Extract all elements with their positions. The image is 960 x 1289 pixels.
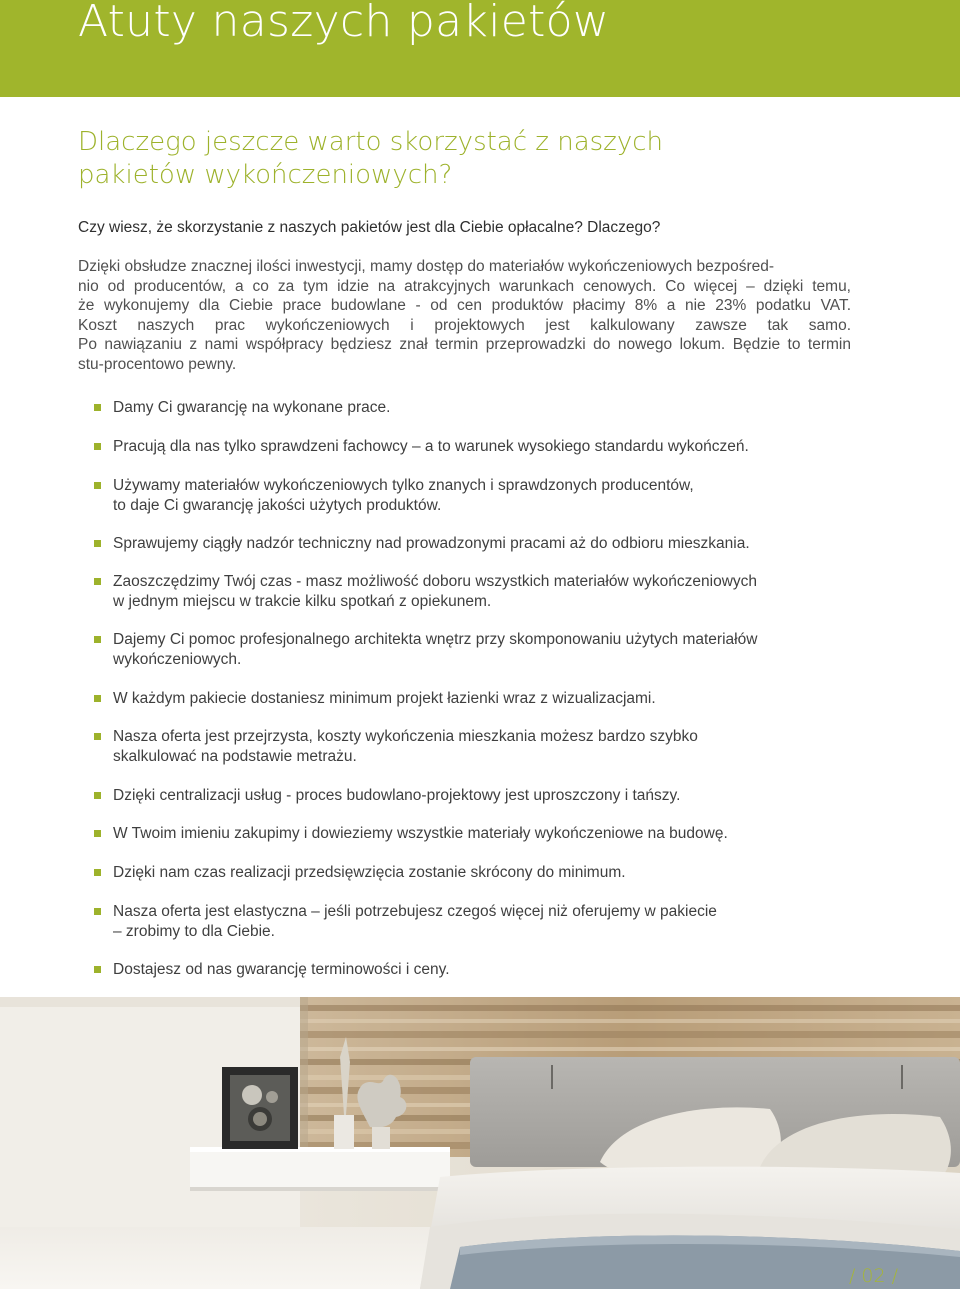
benefit-item: Sprawujemy ciągły nadzór techniczny nad prowadzonymi pracami aż do odbioru mieszkania. <box>94 534 874 554</box>
benefit-item: W każdym pakiecie dostaniesz minimum projekt łazienki wraz z wizualizacjami. <box>94 689 874 709</box>
benefit-item: Dajemy Ci pomoc profesjonalnego architekta wnętrz przy skomponowaniu użytych materiałów wykończeniowych. <box>94 630 874 669</box>
benefit-item: Dzięki nam czas realizacji przedsięwzięcia zostanie skrócony do minimum. <box>94 863 874 883</box>
section-subtitle: Dlaczego jeszcze warto skorzystać z naszych pakietów wykończeniowych? <box>78 127 663 190</box>
bullet-square-icon <box>94 404 101 411</box>
bullet-square-icon <box>94 908 101 915</box>
bullet-square-icon <box>94 830 101 837</box>
bullet-square-icon <box>94 695 101 702</box>
benefit-item: Zaoszczędzimy Twój czas - masz możliwość doboru wszystkich materiałów wykończeniowych w jednym miejscu w trakcie kilku spotkań z opiekunem. <box>94 572 874 611</box>
intro-line: że wykonujemy dla Ciebie prace budowlane - od cen produktów płacimy 8% a nie 23% podatku VAT. <box>78 297 851 314</box>
benefit-item: Pracują dla nas tylko sprawdzeni fachowcy – a to warunek wysokiego standardu wykończeń. <box>94 437 874 457</box>
bullet-square-icon <box>94 443 101 450</box>
page-title: Atuty naszych pakietów <box>78 0 610 47</box>
bullet-square-icon <box>94 540 101 547</box>
bullet-square-icon <box>94 869 101 876</box>
benefit-item: W Twoim imieniu zakupimy i dowieziemy wszystkie materiały wykończeniowe na budowę. <box>94 824 874 844</box>
bedroom-illustration <box>0 997 960 1289</box>
bullet-square-icon <box>94 966 101 973</box>
bullet-square-icon <box>94 636 101 643</box>
bullet-square-icon <box>94 482 101 489</box>
benefit-item: Nasza oferta jest elastyczna – jeśli potrzebujesz czegoś więcej niż oferujemy w pakiecie – zrobimy to dla Ciebie. <box>94 902 874 941</box>
bullet-square-icon <box>94 792 101 799</box>
bullet-square-icon <box>94 578 101 585</box>
intro-paragraph <box>78 257 851 374</box>
bullet-square-icon <box>94 733 101 740</box>
page-number: / 02 / <box>848 1265 898 1287</box>
intro-line: nio od producentów, a co za tym idzie na atrakcyjnych warunkach cenowych. Co więcej – dzięki temu, <box>78 277 851 295</box>
intro-line: Koszt naszych prac wykończeniowych i projektowych jest kalkulowany zawsze tak samo. <box>78 316 851 334</box>
bedroom-photo <box>0 997 960 1289</box>
benefit-item: Dzięki centralizacji usług - proces budowlano-projektowy jest uproszczony i tańszy. <box>94 786 874 806</box>
benefit-item: Nasza oferta jest przejrzysta, koszty wykończenia mieszkania możesz bardzo szybko skalkulować na podstawie metrażu. <box>94 727 874 766</box>
benefit-item: Używamy materiałów wykończeniowych tylko znanych i sprawdzonych producentów, to daje Ci gwarancję jakości użytych produktów. <box>94 476 874 515</box>
intro-line: Dzięki obsłudze znacznej ilości inwestycji, mamy dostęp do materiałów wykończeniowych bezpośred- <box>78 258 775 275</box>
intro-line: stu-procentowo pewny. <box>78 355 237 373</box>
header-bar <box>0 0 960 97</box>
benefit-item: Damy Ci gwarancję na wykonane prace. <box>94 398 874 418</box>
benefit-item: Dostajesz od nas gwarancję terminowości i ceny. <box>94 960 874 980</box>
question-line: Czy wiesz, że skorzystanie z naszych pakietów jest dla Ciebie opłacalne? Dlaczego? <box>78 219 661 236</box>
intro-line: Po nawiązaniu z nami współpracy będziesz znał termin przeprowadzki do nowego lokum. Będzie to termin <box>78 336 851 353</box>
